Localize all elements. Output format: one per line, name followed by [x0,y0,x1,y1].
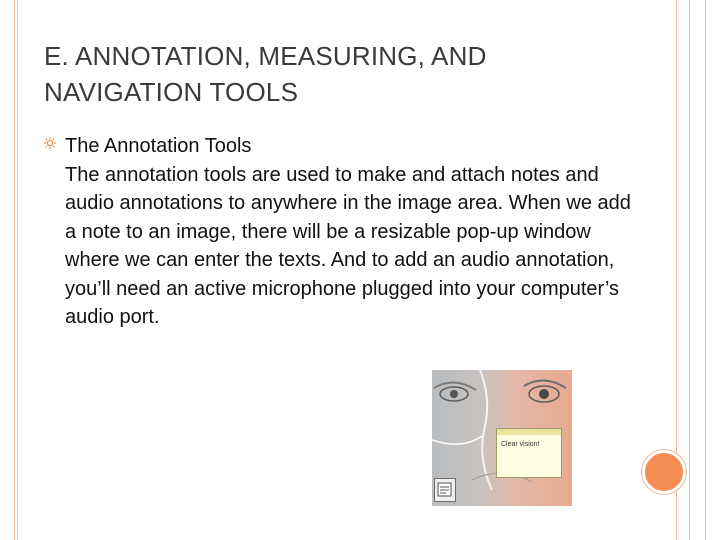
left-frame-decoration [14,0,18,540]
bullet-body: The annotation tools are used to make and attach notes and audio annotations to anywhere in the image area. When we add a note to an image, there will be a resizable pop-up window where we can enter the texts. And to add an audio annotation, you’ll need an active microphone plugged into your computer’s audio port. [65,163,631,328]
note-icon [434,478,456,502]
accent-circle [642,450,686,494]
bullet-heading: The Annotation Tools [65,135,252,157]
bullet-item [44,132,644,332]
slide-title: E. ANNOTATION, MEASURING, AND NAVIGATION TOOLS [44,41,487,107]
sun-bullet-icon [44,137,56,149]
note-popup [496,428,562,478]
note-title-bar [497,429,561,435]
note-text: Clear vision! [501,441,540,448]
annotation-screenshot [432,370,572,506]
bullet-text [65,132,644,332]
